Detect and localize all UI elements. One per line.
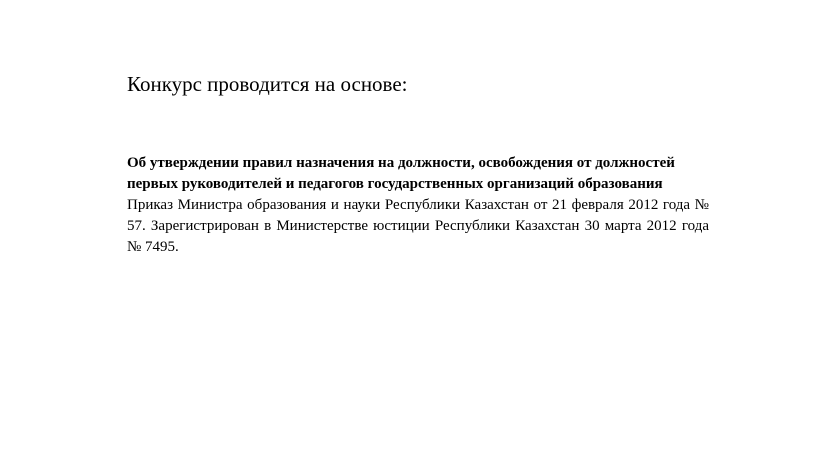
page-heading: Конкурс проводится на основе: [127, 72, 408, 97]
order-title: Об утверждении правил назначения на должности, освобождения от должностей первых руководителей и педагогов государственных организаций образования [127, 155, 675, 192]
legal-reference [127, 153, 709, 258]
order-description: Приказ Министра образования и науки Республики Казахстан от 21 февраля 2012 года № 57. Зарегистрирован в Министерстве юстиции Республики Казахстан 30 марта 2012 года № 7495. [127, 197, 709, 255]
